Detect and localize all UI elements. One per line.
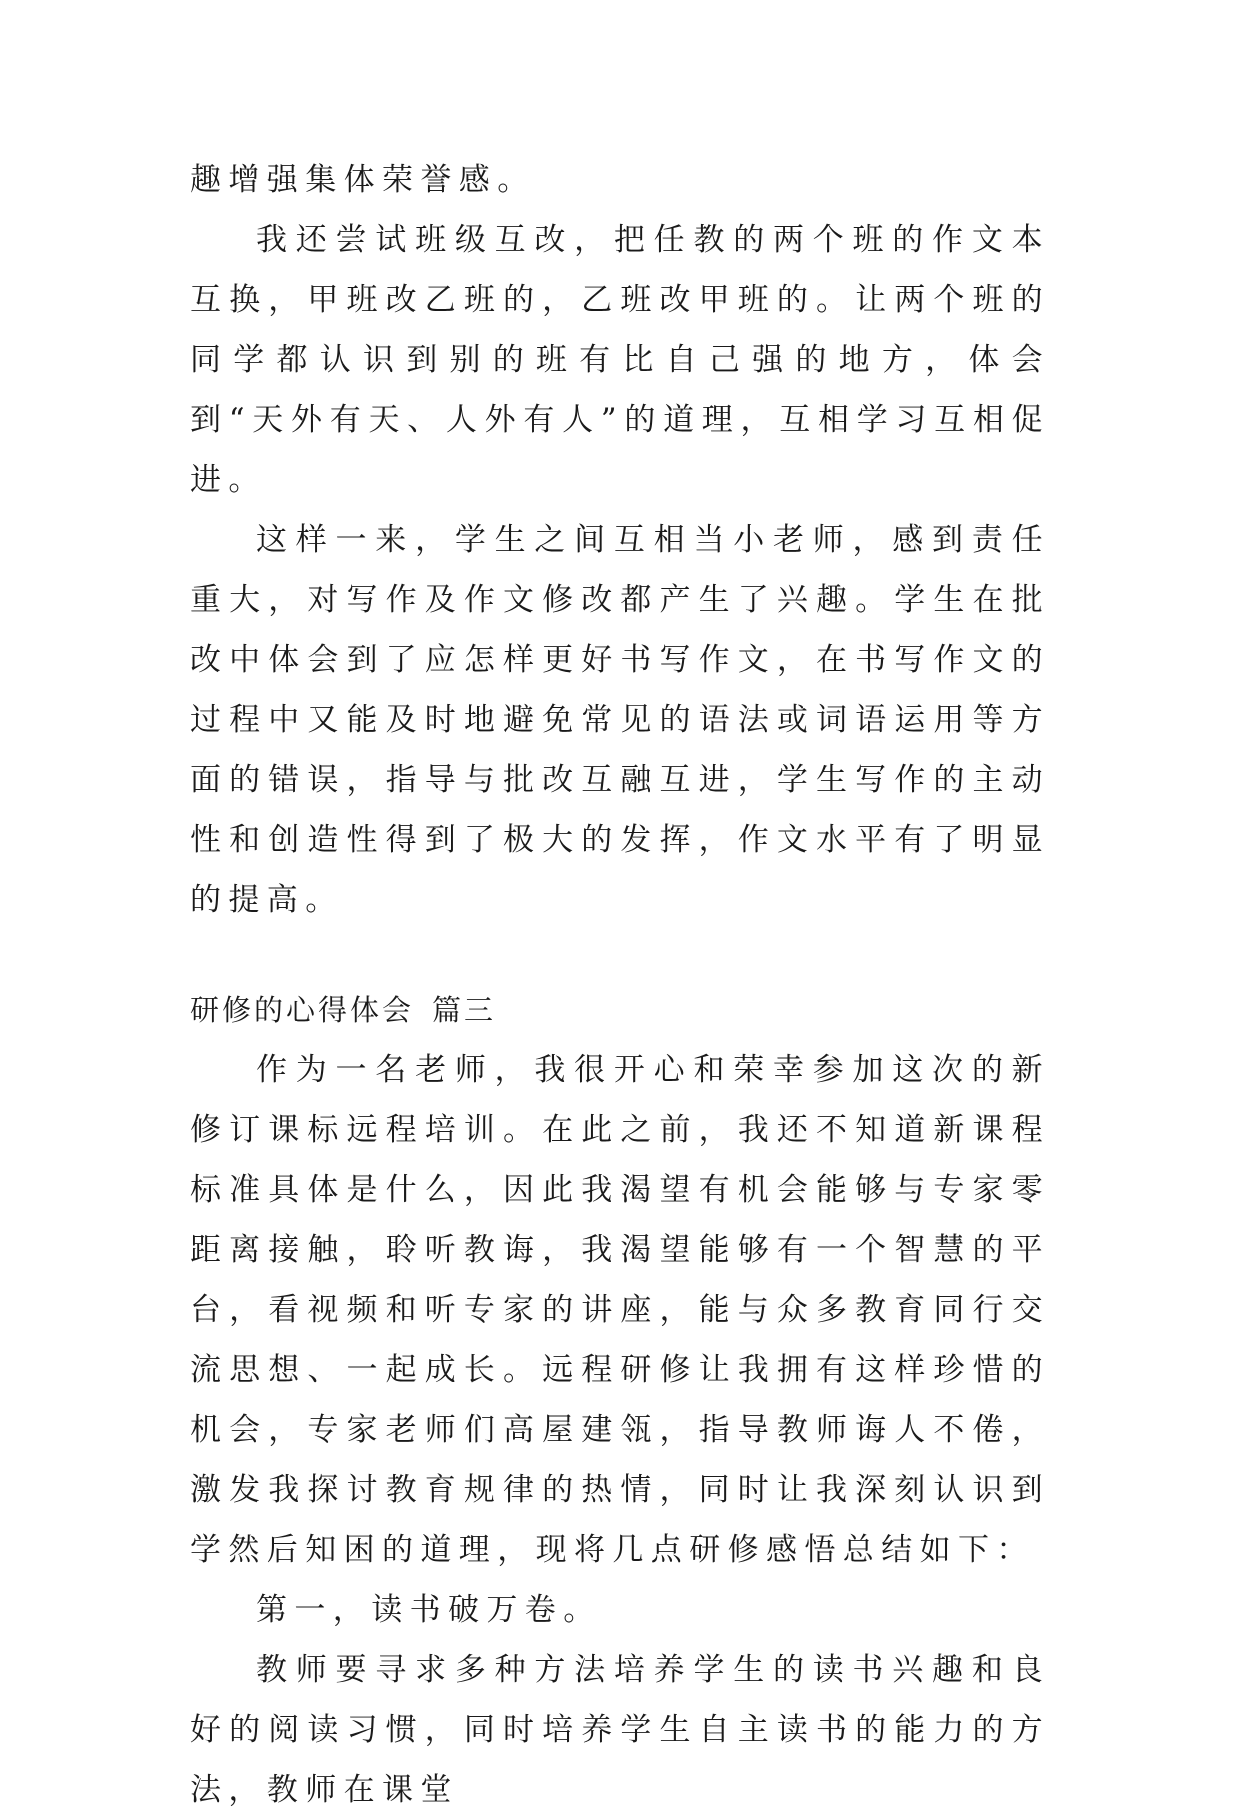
paragraph-training-intro: 作为一名老师，我很开心和荣幸参加这次的新修订课标远程培训。在此之前，我还不知道新课程标准具体是什么，因此我渴望有机会能够与专家零距离接触，聆听教诲，我渴望能够有一个智慧的平台，看视频和听专家的讲座，能与众多教育同行交流思想、一起成长。远程研修让我拥有这样珍惜的机会，专家老师们高屋建瓴，指导教师诲人不倦，激发我探讨教育规律的热情，同时让我深刻认识到学然后知困的道理，现将几点研修感悟总结如下： — [190, 1052, 1050, 1568]
paragraph-peer-teaching: 这样一来，学生之间互相当小老师，感到责任重大，对写作及作文修改都产生了兴趣。学生在批改中体会到了应怎样更好书写作文，在书写作文的过程中又能及时地避免常见的语法或词语运用等方面的错误，指导与批改互融互进，学生写作的主动性和创造性得到了极大的发挥，作文水平有了明显的提高。 — [190, 522, 1050, 918]
section-heading — [190, 980, 1050, 1040]
section-spacer — [190, 930, 1050, 980]
document-page — [190, 150, 1050, 1820]
section-label: 篇三 — [432, 993, 497, 1027]
paragraph-class-exchange: 我还尝试班级互改，把任教的两个班的作文本互换，甲班改乙班的，乙班改甲班的。让两个班的同学都认识到别的班有比自己强的地方，体会到“天外有天、人外有人”的道理，互相学习互相促进。 — [190, 222, 1050, 498]
section-title: 研修的心得体会 — [190, 993, 415, 1027]
paragraph-continued: 趣增强集体荣誉感。 — [190, 162, 536, 198]
paragraph-point-one: 第一，读书破万卷。 — [256, 1592, 602, 1628]
paragraph-reading-habits: 教师要寻求多种方法培养学生的读书兴趣和良好的阅读习惯，同时培养学生自主读书的能力的方法，教师在课堂 — [190, 1652, 1050, 1808]
